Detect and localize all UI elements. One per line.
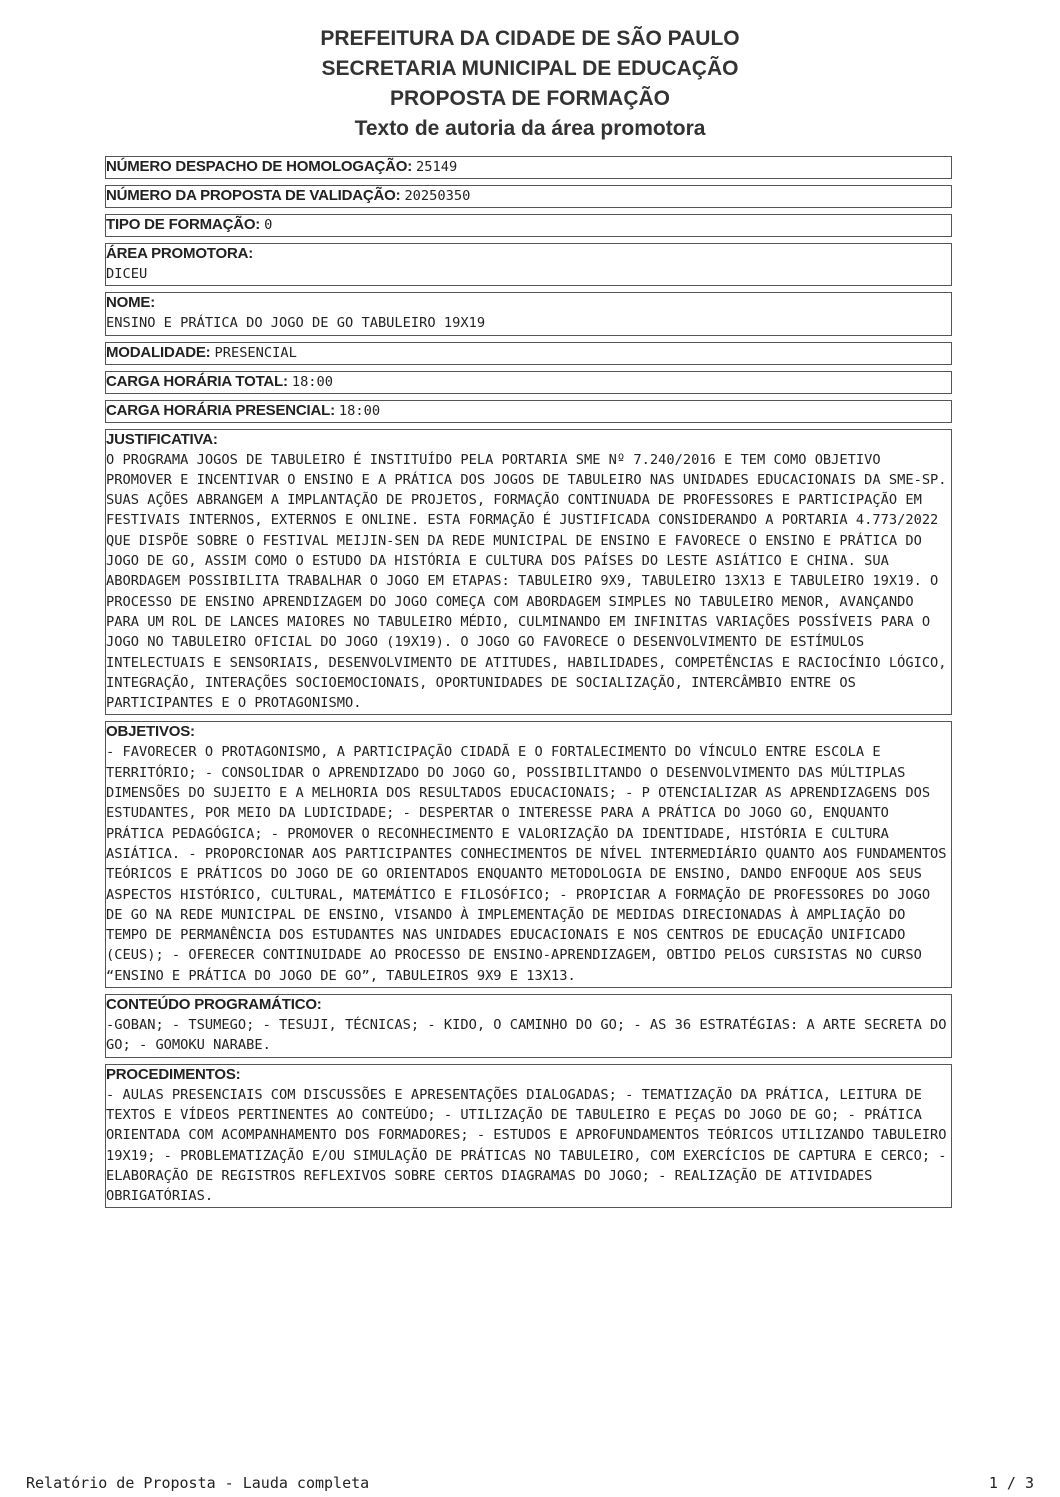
field-label: PROCEDIMENTOS: <box>106 1065 241 1083</box>
field-label: ÁREA PROMOTORA: <box>106 245 254 262</box>
field-label: NÚMERO DESPACHO DE HOMOLOGAÇÃO: <box>106 158 413 175</box>
field-value: DICEU <box>106 266 148 282</box>
field-value: 20250350 <box>404 188 471 204</box>
field-nome <box>105 292 952 335</box>
field-value: 25149 <box>416 159 458 175</box>
field-label: MODALIDADE: <box>106 343 211 361</box>
field-label: CONTEÚDO PROGRAMÁTICO: <box>106 996 322 1014</box>
page-footer <box>26 1470 1034 1496</box>
field-area-promotora <box>105 243 952 286</box>
field-value: O PROGRAMA JOGOS DE TABULEIRO É INSTITUÍDO PELA PORTARIA SME Nº 7.240/2016 E TEM COMO OBJETIVO PROMOVER E INCENTIVAR O ENSINO E A PRÁTICA DOS JOGOS DE TABULEIRO NAS UNIDADES EDUCACIONAIS DA SME-SP. SUAS AÇÕES ABRANGEM A IMPLANTAÇÃO DE PROJETOS, FORMAÇÃO CONTINUADA DE PROFESSORES E PARTICIPAÇÃO EM FESTIVAIS INTERNOS, EXTERNOS E ONLINE. ESTA FORMAÇÃO É JUSTIFICADA CONSIDERANDO A PORTARIA 4.773/2022 QUE DISPÕE SOBRE O FESTIVAL MEIJIN-SEN DA REDE MUNICIPAL DE ENSINO E FAVORECE O ENSINO E PRÁTICA DO JOGO DE GO, ASSIM COMO O ESTUDO DA HISTÓRIA E CULTURA DOS PAÍSES DO LESTE ASIÁTICO E CHINA. SUA ABORDAGEM POSSIBILITA TRABALHAR O JOGO EM ETAPAS: TABULEIRO 9X9, TABULEIRO 13X13 E TABULEIRO 19X19. O PROCESSO DE ENSINO APRENDIZAGEM DO JOGO COMEÇA COM ABORDAGEM SIMPLES NO TABULEIRO MENOR, AVANÇANDO PARA UM ROL DE LANCES MAIORES NO TABULEIRO MÉDIO, CULMINANDO EM INFINITAS VARIAÇÕES POSSÍVEIS PARA O JOGO NO TABULEIRO OFICIAL DO JOGO (19X19). O JOGO GO FAVORECE O DESENVOLVIMENTO DE ESTÍMULOS INTELECTUAIS E SENSORIAIS, DESENVOLVIMENTO DE ATITUDES, HABILIDADES, COMPETÊNCIAS E RACIOCÍNIO LÓGICO, INTEGRAÇÃO, INTERAÇÕES SOCIOEMOCIONAIS, OPORTUNIDADES DE SOCIALIZAÇÃO, INTERCÂMBIO ENTRE OS PARTICIPANTES E O PROTAGONISMO. <box>106 451 955 712</box>
field-justificativa <box>105 429 955 716</box>
form-sections <box>105 156 955 1214</box>
field-objetivos <box>105 721 955 988</box>
field-modalidade <box>105 342 952 365</box>
field-label: NÚMERO DA PROPOSTA DE VALIDAÇÃO: <box>106 187 401 204</box>
field-value: ENSINO E PRÁTICA DO JOGO DE GO TABULEIRO 19X19 <box>106 315 486 332</box>
field-value: - FAVORECER O PROTAGONISMO, A PARTICIPAÇÃO CIDADÃ E O FORTALECIMENTO DO VÍNCULO ENTRE ESCOLA E TERRITÓRIO; - CONSOLIDAR O APRENDIZADO DO JOGO GO, POSSIBILITANDO O DESENVOLVIMENTO DAS MÚLTIPLAS DIMENSÕES DO SUJEITO E A MELHORIA DOS RESULTADOS EDUCACIONAIS; - P OTENCIALIZAR AS APRENDIZAGENS DOS ESTUDANTES, POR MEIO DA LUDICIDADE; - DESPERTAR O INTERESSE PARA A PRÁTICA DO JOGO GO, ENQUANTO PRÁTICA PEDAGÓGICA; - PROMOVER O RECONHECIMENTO E VALORIZAÇÃO DA IDENTIDADE, HISTÓRIA E CULTURA ASIÁTICA. - PROPORCIONAR AOS PARTICIPANTES CONHECIMENTOS DE NÍVEL INTERMEDIÁRIO QUANTO AOS FUNDAMENTOS TEÓRICOS E PRÁTICOS DO JOGO DE GO ORIENTADOS ENQUANTO METODOLOGIA DE ENSINO, DANDO ENFOQUE AOS SEUS ASPECTOS HISTÓRICO, CULTURAL, MATEMÁTICO E FILOSÓFICO; - PROPICIAR A FORMAÇÃO DE PROFESSORES DO JOGO DE GO NA REDE MUNICIPAL DE ENSINO, VISANDO À IMPLEMENTAÇÃO DE MEDIDAS DIRECIONADAS À AMPLIAÇÃO DO TEMPO DE PERMANÊNCIA DOS ESTUDANTES NAS UNIDADES EDUCACIONAIS E NOS CENTROS DE EDUCAÇÃO UNIFICADO (CEUS); - OFERECER CONTINUIDADE AO PROCESSO DE ENSINO-APRENDIZAGEM, OBTIDO PELOS CURSISTAS NO CURSO “ENSINO E PRÁTICA DO JOGO DE GO”, TABULEIROS 9X9 E 13X13. <box>106 744 955 984</box>
field-value: 18:00 <box>338 402 381 419</box>
field-value: PRESENCIAL <box>214 344 297 361</box>
field-label: CARGA HORÁRIA PRESENCIAL: <box>106 401 335 419</box>
header-secretaria: SECRETARIA MUNICIPAL DE EDUCAÇÃO <box>321 57 739 80</box>
field-value: 18:00 <box>291 373 334 390</box>
field-label: NOME: <box>106 294 155 312</box>
field-conteudo-programatico <box>105 994 955 1058</box>
document-header <box>0 24 1060 144</box>
field-tipo <box>105 214 952 237</box>
field-value: -GOBAN; - TSUMEGO; - TESUJI, TÉCNICAS; - KIDO, O CAMINHO DO GO; - AS 36 ESTRATÉGIAS: A ARTE SECRETA DO GO; - GOMOKU NARABE. <box>106 1017 955 1054</box>
field-procedimentos <box>105 1064 955 1209</box>
field-label: OBJETIVOS: <box>106 723 195 741</box>
field-label: JUSTIFICATIVA: <box>106 430 218 448</box>
field-label: CARGA HORÁRIA TOTAL: <box>106 372 288 390</box>
field-value: 0 <box>264 217 273 233</box>
page-number: 1 / 3 <box>988 1474 1034 1492</box>
header-subtitle: Texto de autoria da área promotora <box>354 117 706 140</box>
field-label: TIPO DE FORMAÇÃO: <box>106 216 261 233</box>
field-carga-presencial <box>105 400 952 423</box>
field-proposta <box>105 185 952 208</box>
footer-report-title: Relatório de Proposta - Lauda completa <box>26 1474 370 1492</box>
field-carga-total <box>105 371 952 394</box>
header-proposta: PROPOSTA DE FORMAÇÃO <box>389 87 670 110</box>
field-despacho <box>105 156 952 179</box>
header-prefeitura: PREFEITURA DA CIDADE DE SÃO PAULO <box>320 27 740 50</box>
field-value: - AULAS PRESENCIAIS COM DISCUSSÕES E APRESENTAÇÕES DIALOGADAS; - TEMATIZAÇÃO DA PRÁTICA, LEITURA DE TEXTOS E VÍDEOS PERTINENTES AO CONTEÚDO; - UTILIZAÇÃO DE TABULEIRO E PEÇAS DO JOGO DE GO; - PRÁTICA ORIENTADA COM ACOMPANHAMENTO DOS FORMADORES; - ESTUDOS E APROFUNDAMENTOS TEÓRICOS UTILIZANDO TABULEIRO 19X19; - PROBLEMATIZAÇÃO E/OU SIMULAÇÃO DE PRÁTICAS NO TABULEIRO, COM EXERCÍCIOS DE CAPTURA E CERCO; - ELABORAÇÃO DE REGISTROS REFLEXIVOS SOBRE CERTOS DIAGRAMAS DO JOGO; - REALIZAÇÃO DE ATIVIDADES OBRIGATÓRIAS. <box>106 1086 955 1205</box>
